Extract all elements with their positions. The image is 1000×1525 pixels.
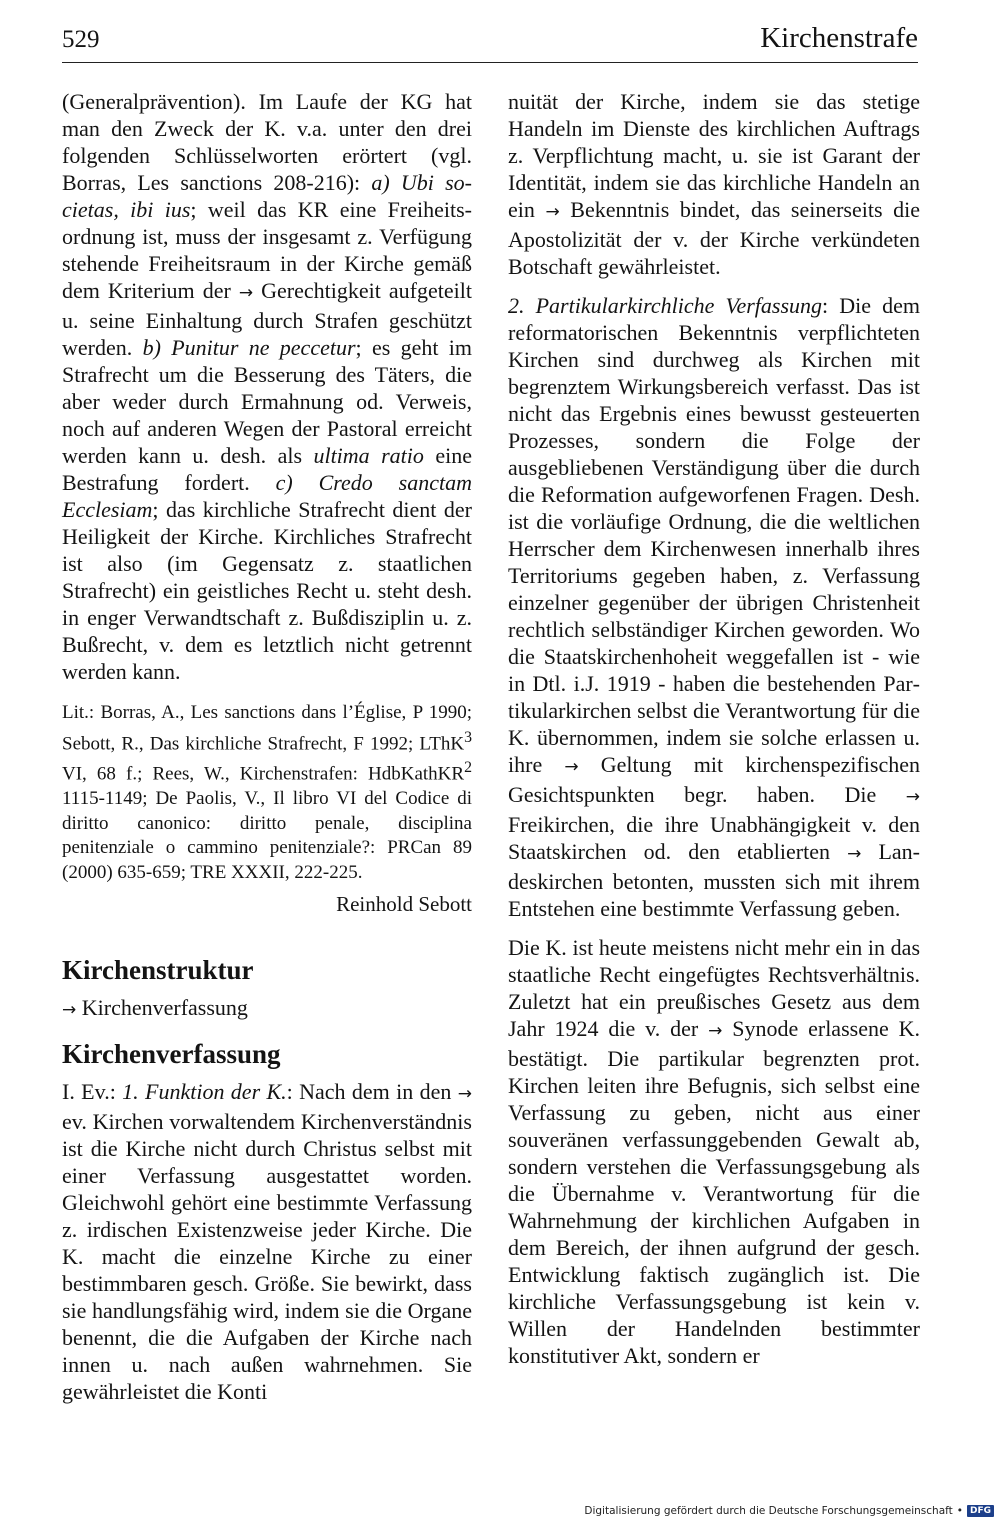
digitization-footer [584,1505,994,1517]
text-run: ; weil das KR eine Freiheitsordnung ist, muss der insgesamt z. Verfügung stehende Freiheitsraum in der Kirche gemäß dem Kriterium der [62,197,472,303]
literature-list [62,701,472,885]
left-column [62,88,472,1417]
italic-run: a) Ubi societas, ibi ius [62,170,472,222]
right-column [508,88,920,1381]
footer-text: Digitalisierung gefördert durch die Deutsche Forschungsgemeinschaft [584,1505,953,1517]
text-run: Gerechtigkeit aufgeteilt u. seine Einhaltung durch Strafen geschützt werden. [62,278,472,360]
text-run: Synode erlassene K. bestätigt. Die partikular begrenzten prot. Kirchen leiten ihre Befugnis, sich selbst eine Verfassung zu geben, nicht aus einer souveränen verfassunggebenden Gewalt ab, sondern verstehen die Verfassungsgebung als die Übernahme v. Verantwortung für die Wahrnehmung der kirchlichen Aufgaben in dem Bereich, der ihnen aufgrund der gesch. Entwicklung faktisch zugänglich ist. Die kirchliche Verfassungsgebung ist kein v. Willen der Handelnden bestimmter konstitutiver Akt, sondern er [508,1016,920,1368]
running-head: Kirchenstrafe [760,22,918,54]
italic-run: 1. Funktion der K. [122,1079,287,1105]
superscript: 3 [464,728,472,746]
body-paragraph [508,934,920,1369]
body-paragraph [62,1078,472,1405]
superscript: 2 [464,759,472,777]
entry-title: Kirchenstruktur [62,955,254,986]
cross-reference-arrow: → [847,844,862,864]
page-number: 529 [62,26,100,53]
dfg-logo: DFG [967,1505,994,1517]
cross-reference-arrow: → [564,757,579,777]
text-run: Kirchenverfassung [76,995,248,1021]
text-run: ev. Kirchen vorwaltendem Kirchenverständnis ist die Kirche nicht durch Christus selbst mit einer Verfassung ausgestattet worden. Gleichwohl gehört eine bestimmte Verfassung z. irdischen Existenzweise jeder Kirche. Die K. macht die einzelne Kirche zu einer bestimmbaren gesch. Größe. Sie bewirkt, dass sie handlungsfähig wird, indem sie die Organe benennt, die die Aufgaben der Kirche nach innen u. nach außen wahrnehmen. Sie gewährleistet die Konti [62,1109,472,1405]
body-paragraph [508,292,920,922]
text-run: ; das kirchliche Strafrecht dient der Heiligkeit der Kirche. Kirchliches Strafrecht ist also (im Gegensatz z. staatlichen Strafrecht) ein geistliches Recht u. steht desh. in enger Verwandtschaft z. Bußdisziplin u. z. Bußrecht, v. dem es letztlich nicht getrennt werden kann. [62,497,472,684]
italic-run: ultima ratio [313,443,424,468]
author-signature: Reinhold Sebott [336,892,472,917]
cross-reference [62,994,472,1024]
text-run: Lit.: Borras, A., Les sanctions dans l’Église, P 1990; Sebott, R., Das kirchliche Strafrecht, F 1992; LThK [62,702,472,754]
text-run: ; es geht im Strafrecht um die Besserung des Täters, die aber weder durch Ermahnung od. Verweis, noch auf anderen Wegen der Pastoral erreicht werden kann u. desh. als [62,335,472,468]
text-run: : Nach dem in den [286,1079,458,1105]
italic-run: b) Punitur ne peccetur [142,335,356,360]
text-run: Die K. ist heute meistens nicht mehr ein in das staatliche Recht eingefügtes Rechtsverhältnis. Zuletzt hat ein preußisches Gesetz aus dem Jahr 1924 die v. der [508,935,920,1041]
entry-title: Kirchenverfassung [62,1039,281,1070]
body-paragraph [508,88,920,280]
text-run: eine Bestrafung fordert. [62,443,472,495]
text-run: I. Ev.: [62,1079,123,1105]
cross-reference-arrow: → [62,1000,77,1021]
text-run: Landeskirchen betonten, mussten sich mit ihrem Entstehen eine bestimmte Verfassung geben. [508,839,920,921]
cross-reference-arrow: → [708,1021,723,1041]
italic-run: 2. Partikularkirchliche Verfassung [508,293,823,318]
text-run: Bekenntnis bindet, das seinerseits die Apostolizität der v. der Kirche verkündeten Botschaft gewährleistet. [508,197,920,279]
cross-reference-arrow: → [545,202,560,222]
text-run: (Generalprävention). Im Laufe der KG hat man den Zweck der K. v.a. unter den drei folgenden Schlüsselworten erörtert (vgl. Borras, Les sanctions 208-216): [62,89,472,195]
text-run: Freikirchen, die ihre Unabhängigkeit v. den Staatskirchen od. den etablierten [508,812,920,864]
body-paragraph [62,88,472,685]
text-run: Geltung mit kirchenspezifischen Gesichtspunkten begr. haben. Die [508,752,920,807]
cross-reference-arrow: → [238,283,254,303]
text-run: : Die dem reformatorischen Bekenntnis verpflichteten Kirchen sind durchweg als Kirchen mit begrenztem Wirkungsbereich verfasst. Das ist nicht das Ergebnis eines bewusst gesteuerten Prozesses, sondern die Folge der ausgebliebenen Verständigung über die durch die Reformation aufgeworfenen Fragen. Desh. ist die vorläufige Ordnung, die die weltlichen Herrscher dem Kirchenwesen innerhalb ihres Territoriums gegeben haben, z. Verfassung einzelner gegenüber der übrigen Christenheit rechtlich selbständiger Kirchen geworden. Wo die Staatskirchenhoheit weggefallen ist - wie in Dtl. i.J. 1919 - haben die bestehenden Partikularkirchen selbst die Verantwortung für die K. übernommen, indem sie solche erlassen u. ihre [508,293,920,777]
cross-reference-arrow: → [457,1084,472,1105]
text-run: VI, 68 f.; Rees, W., Kirchenstrafen: HdbKathKR [62,763,465,785]
italic-run: c) Credo sanctam Ecclesiam [62,470,472,522]
text-run: nuität der Kirche, indem sie das stetige Handeln im Dienste des kirchlichen Auftrags z. Verpflichtung macht, u. sie ist Garant der Identität, indem sie das kirchliche Handeln an ein [508,89,920,222]
cross-reference-arrow: → [905,787,920,807]
text-run: 1115-1149; De Paolis, V., Il libro VI del Codice di diritto canonico: diritto penale, disciplina penitenziale o cammino penitenziale?: PRCan 89 (2000) 635-659; TRE XXXII, 222-225. [62,788,472,883]
page-header [62,22,918,63]
footer-separator: • [956,1505,963,1517]
